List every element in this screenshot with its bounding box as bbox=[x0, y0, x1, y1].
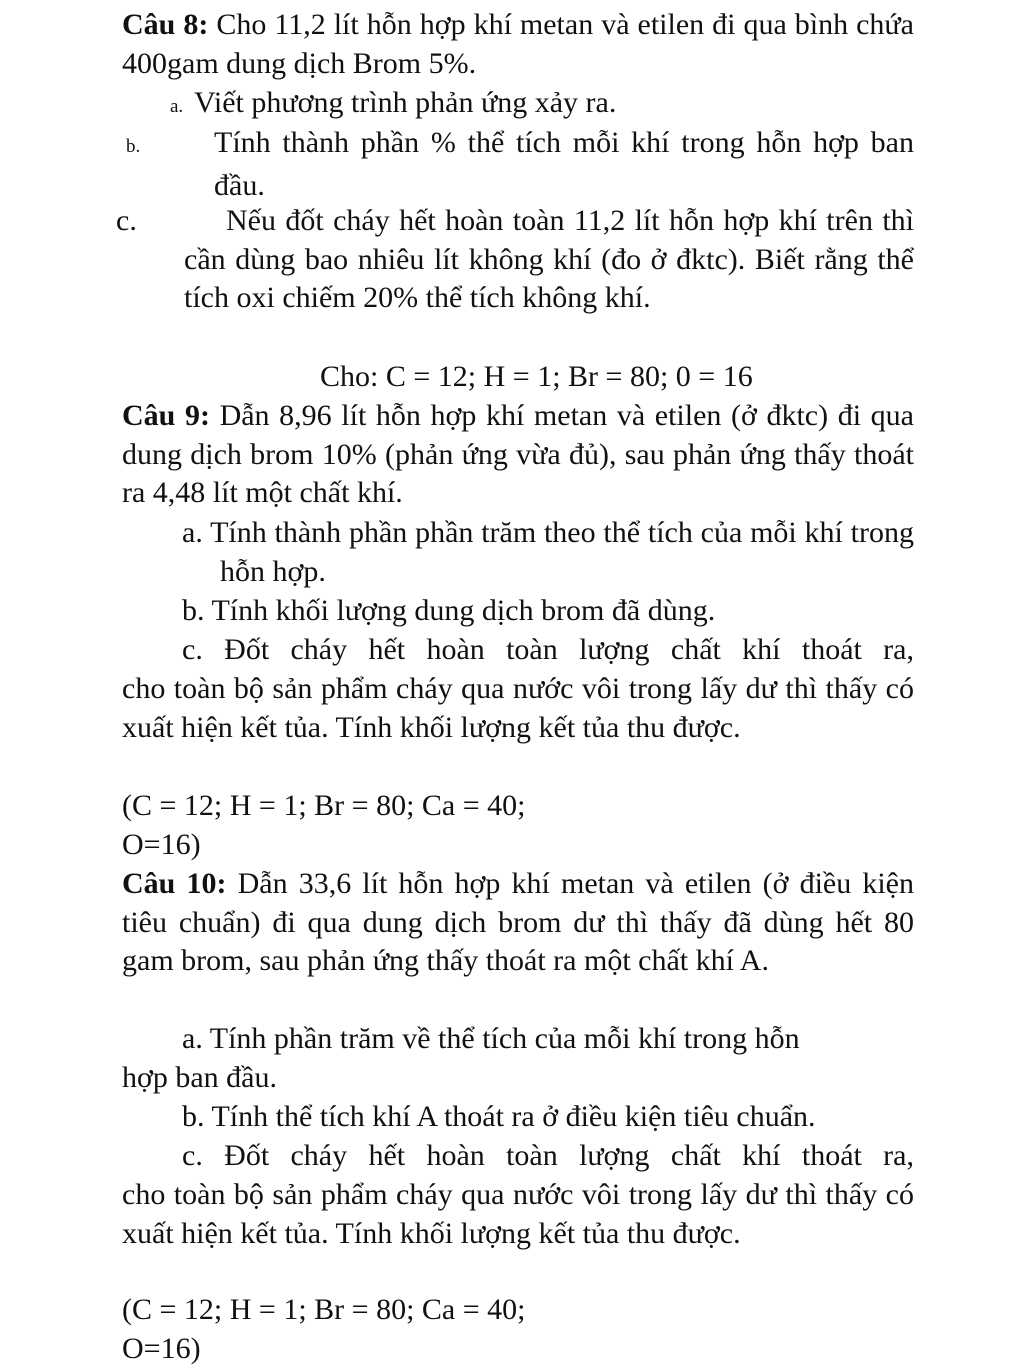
question-9-stem bbox=[122, 397, 914, 513]
question-10-part-a-rest bbox=[122, 1059, 914, 1098]
question-8-part-c bbox=[150, 202, 914, 318]
question-8-stem bbox=[122, 6, 914, 83]
question-10-part-a-first bbox=[182, 1020, 914, 1059]
question-8-label: Câu 8: bbox=[122, 8, 208, 41]
question-10-part-a-rest-text: hợp ban đầu. bbox=[122, 1059, 914, 1098]
question-10-part-a-first-text: a. Tính phần trăm về thể tích của mỗi khí trong hỗn bbox=[182, 1020, 914, 1059]
question-9-given-line1: (C = 12; H = 1; Br = 80; Ca = 40; bbox=[122, 787, 914, 826]
question-10 bbox=[122, 865, 914, 981]
question-10-stem bbox=[122, 865, 914, 981]
question-9-stem-text: Dẫn 8,96 lít hỗn hợp khí metan và etilen (ở đktc) đi qua dung dịch brom 10% (phản ứng vừa đủ), sau phản ứng thấy thoát ra 4,48 lít một chất khí. bbox=[122, 399, 914, 509]
question-8 bbox=[122, 6, 914, 83]
question-8-part-c-line bbox=[150, 202, 914, 318]
question-10-part-c-rest-text: cho toàn bộ sản phẩm cháy qua nước vôi trong lấy dư thì thấy có xuất hiện kết tủa. Tính khối lượng kết tủa thu được. bbox=[122, 1176, 914, 1253]
question-10-part-b bbox=[182, 1098, 914, 1137]
question-8-part-b bbox=[170, 124, 914, 205]
question-8-part-a bbox=[170, 84, 914, 127]
question-10-label: Câu 10: bbox=[122, 867, 226, 900]
question-10-part-b-text: b. Tính thể tích khí A thoát ra ở điều kiện tiêu chuẩn. bbox=[182, 1098, 914, 1137]
question-9-part-c-rest bbox=[122, 670, 914, 747]
question-8-part-c-text: Nếu đốt cháy hết hoàn toàn 11,2 lít hỗn hợp khí trên thì cần dùng bao nhiêu lít không khí (đo ở đktc). Biết rằng thể tích oxi chiếm 20% thể tích không khí. bbox=[184, 204, 914, 314]
question-8-part-c-marker: c. bbox=[150, 202, 226, 241]
question-8-part-a-marker: a. bbox=[170, 88, 194, 127]
question-9 bbox=[122, 397, 914, 513]
question-9-label: Câu 9: bbox=[122, 399, 210, 432]
question-10-part-c-rest bbox=[122, 1176, 914, 1253]
question-8-given-text: Cho: C = 12; H = 1; Br = 80; 0 = 16 bbox=[320, 358, 820, 397]
question-10-given bbox=[122, 1291, 914, 1368]
question-9-given-line2: O=16) bbox=[122, 826, 914, 865]
question-8-part-b-line bbox=[170, 124, 914, 205]
question-10-stem-text: Dẫn 33,6 lít hỗn hợp khí metan và etilen (ở điều kiện tiêu chuẩn) đi qua dung dịch brom dư thì thấy đã dùng hết 80 gam brom, sau phản ứng thấy thoát ra một chất khí A. bbox=[122, 867, 914, 977]
question-9-part-c-first bbox=[182, 631, 914, 670]
question-8-part-b-marker: b. bbox=[170, 128, 206, 167]
question-10-given-line2: O=16) bbox=[122, 1330, 914, 1368]
question-10-part-c-first-text: c. Đốt cháy hết hoàn toàn lượng chất khí thoát ra, bbox=[182, 1137, 914, 1176]
question-9-part-a bbox=[182, 514, 914, 591]
question-8-given bbox=[320, 358, 820, 397]
question-8-stem-text: Cho 11,2 lít hỗn hợp khí metan và etilen đi qua bình chứa 400gam dung dịch Brom 5%. bbox=[122, 8, 914, 80]
question-8-part-b-text: Tính thành phần % thể tích mỗi khí trong hỗn hợp ban đầu. bbox=[214, 126, 914, 202]
question-8-part-a-line bbox=[170, 84, 914, 127]
question-9-part-b-text: b. Tính khối lượng dung dịch brom đã dùng. bbox=[182, 592, 914, 631]
question-8-part-a-text: Viết phương trình phản ứng xảy ra. bbox=[194, 86, 616, 119]
question-9-part-c-rest-text: cho toàn bộ sản phẩm cháy qua nước vôi trong lấy dư thì thấy có xuất hiện kết tủa. Tính khối lượng kết tủa thu được. bbox=[122, 670, 914, 747]
question-9-given bbox=[122, 787, 914, 864]
question-9-part-b bbox=[182, 592, 914, 631]
question-9-part-a-text: a. Tính thành phần phần trăm theo thể tích của mỗi khí trong hỗn hợp. bbox=[182, 514, 914, 591]
question-10-given-line1: (C = 12; H = 1; Br = 80; Ca = 40; bbox=[122, 1291, 914, 1330]
question-9-part-c-first-text: c. Đốt cháy hết hoàn toàn lượng chất khí thoát ra, bbox=[182, 631, 914, 670]
question-10-part-c-first bbox=[182, 1137, 914, 1176]
